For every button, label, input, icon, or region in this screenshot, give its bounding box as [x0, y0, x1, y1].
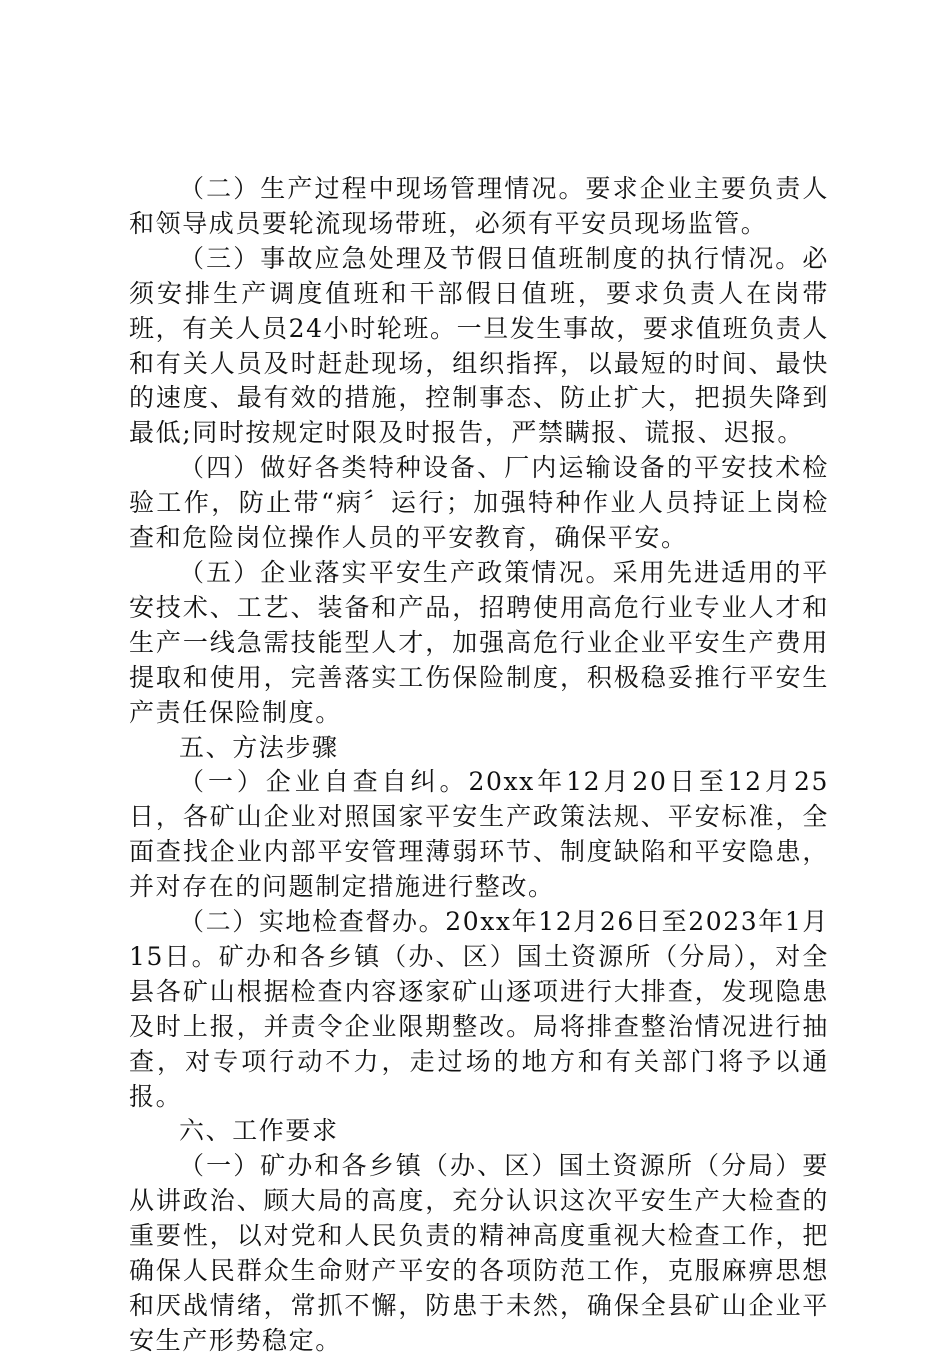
paragraph-safety-policy-implementation: （五）企业落实平安生产政策情况。采用先进适用的平安技术、工艺、装备和产品，招聘使用高危行业专业人才和生产一线急需技能型人才，加强高危行业企业平安生产费用提取和使用，完善落实工伤保险制度，积极稳妥推行平安生产责任保险制度。 — [129, 557, 829, 727]
paragraph-self-inspection: （一）企业自查自纠。20xx年12月20日至12月25日，各矿山企业对照国家平安生产政策法规、平安标准，全面查找企业内部平安管理薄弱环节、制度缺陷和平安隐患，并对存在的问题制定措施进行整改。 — [129, 767, 829, 902]
section-heading-methods-steps: 五、方法步骤 — [179, 732, 339, 762]
document-body — [129, 172, 829, 1359]
paragraph-special-equipment-inspection: （四）做好各类特种设备、厂内运输设备的平安技术检验工作，防止带“病〞运行；加强特种作业人员持证上岗检查和危险岗位操作人员的平安教育，确保平安。 — [129, 453, 829, 553]
paragraph-field-inspection: （二）实地检查督办。20xx年12月26日至2023年1月15日。矿办和各乡镇（办、区）国土资源所（分局），对全县各矿山根据检查内容逐家矿山逐项进行大排查，发现隐患及时上报，并责令企业限期整改。局将排查整治情况进行抽查，对专项行动不力，走过场的地方和有关部门将予以通报。 — [129, 907, 829, 1111]
paragraph-emergency-and-holiday-duty: （三）事故应急处理及节假日值班制度的执行情况。必须安排生产调度值班和干部假日值班，要求负责人在岗带班，有关人员24小时轮班。一旦发生事故，要求值班负责人和有关人员及时赶赴现场，组织指挥，以最短的时间、最快的速度、最有效的措施，控制事态、防止扩大，把损失降到最低;同时按规定时限及时报告，严禁瞒报、谎报、迟报。 — [129, 243, 830, 448]
paragraph-production-site-management: （二）生产过程中现场管理情况。要求企业主要负责人和领导成员要轮流现场带班，必须有平安员现场监管。 — [129, 174, 829, 238]
section-heading-work-requirements: 六、工作要求 — [179, 1116, 339, 1146]
paragraph-political-awareness: （一）矿办和各乡镇（办、区）国土资源所（分局）要从讲政治、顾大局的高度，充分认识这次平安生产大检查的重要性，以对党和人民负责的精神高度重视大检查工作，把确保人民群众生命财产平安的各项防范工作，克服麻痹思想和厌战情绪，常抓不懈，防患于未然，确保全县矿山企业平安生产形势稳定。 — [129, 1151, 829, 1355]
